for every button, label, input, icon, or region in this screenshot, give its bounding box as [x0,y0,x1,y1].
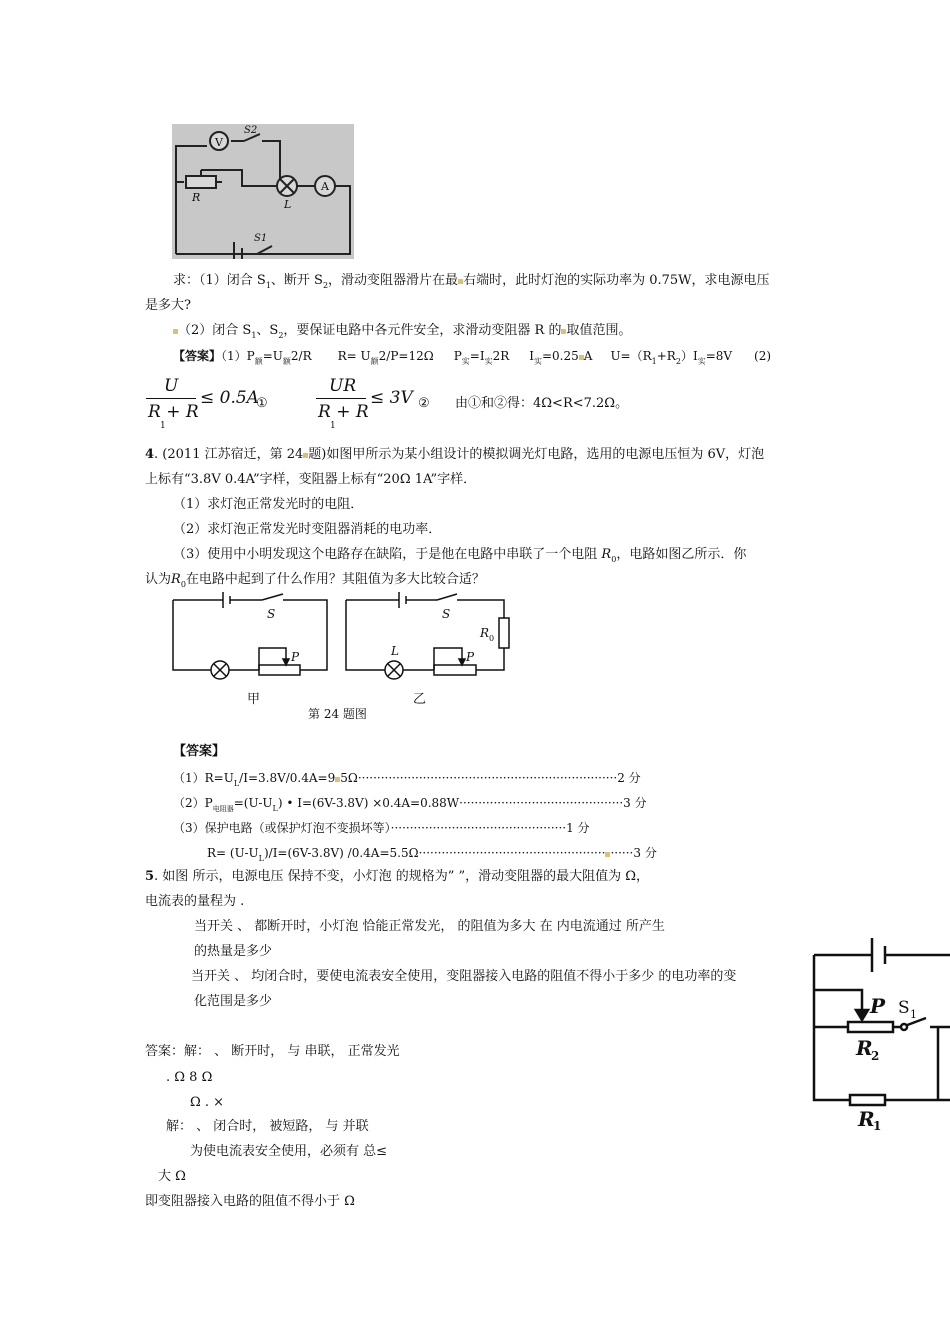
q3-frac1-bar [146,398,196,399]
q4-answer-3: （3）保护电路（或保护灯泡不变损坏等）··············································1 分 [173,821,590,835]
q3-frac1-numerator: U [164,376,179,396]
q5-subq1: 当开关 、 都断开时，小灯泡 恰能正常发光， 的阻值为多大 在 内电流通过 所产生 [194,919,665,934]
q5-fig-r1-label: R [858,1107,875,1130]
q3-answer-line: 【答案】$(1)P_额=U_额2/R$ $R= U_额2/P=12\Omega$ $P_实=I_实2R$ $I_实=0.25$ A $U=(R_1+R_2)I_实=8V$ (2) [173,349,772,366]
q5-fig-s1-sub: 1 [910,1008,917,1021]
q3-fig-s2-label: S2 [244,125,258,136]
q4-number: 4 [145,447,155,462]
q3-frac2-numerator: UR [329,376,357,396]
q4-fig-yi-p-label: P [466,650,475,664]
q4-circuit-figures [165,585,515,725]
q3-question-line1: 求：（1）闭合 $S_1$、断开 $S_2$，滑动变阻器滑片在最 右端时，此时灯泡的实际功率为 0.75W，求电源电压 [173,273,770,290]
q5-fig-r2-label: R [856,1036,873,1060]
q5-fig-s1-label: S [898,998,910,1018]
q3-frac1-denominator-sub: 1 [160,421,166,431]
q5-solution-3: Ω . × [190,1095,225,1110]
q4-answer-1: $(1)R=U_L/I=3.8V/0.4A=9$ 5Ω····································································2 分 [173,771,641,788]
q5-fig-r2-sub: 2 [871,1049,880,1063]
q5-subq2: 当开关 、 均闭合时，要使电流表安全使用，变阻器接入电路的阻值不得小于多少 的电功率的变 [191,969,737,984]
q3-answer-label: 【答案】 [173,349,222,363]
q4-answer-label: 【答案】 [173,744,226,759]
q5-solution-5: 为使电流表安全使用，必须有 总≤ [190,1144,388,1159]
q4-line1: 4. (2011 江苏宿迁，第 24 题)如图甲所示为某小组设计的模拟调光灯电路，选用的电源电压恒为 6V，灯泡 [145,447,765,462]
q4-subq1: （1）求灯泡正常发光时的电阻． [173,497,364,512]
q4-line2: 上标有“3.8V 0.4A”字样，变阻器上标有“20Ω 1A”字样． [145,472,477,487]
q4-fig-jia-p-label: P [291,650,300,664]
q3-question-line2: 是多大? [145,298,191,313]
q5-line2: 电流表的量程为 . [145,894,245,909]
q5-fig-r1-sub: 1 [873,1119,882,1130]
q3-fig-ammeter-label: A [321,180,329,193]
q4-subq3: （3）使用中小明发现这个电路存在缺陷，于是他在电路中串联了一个电阻 $R_0$，电路如图乙所示．你 [173,547,747,564]
q3-frac1-rhs: ≤ 0.5A [200,388,259,408]
q3-fig-voltmeter-label: V [215,136,223,149]
q4-fig-yi-l-label: L [391,644,399,658]
q3-frac2-denominator-sub: 1 [330,421,336,431]
q3-frac2-denominator: R + R [318,402,369,422]
q3-frac2-rhs: ≤ 3V [370,388,413,408]
q3-fig-s1-label: S1 [254,233,268,244]
q4-subq2: （2）求灯泡正常发光时变阻器消耗的电功率． [173,522,442,537]
q3-circle2: ② [418,396,430,411]
q4-fig-yi-caption: 乙 [413,692,427,707]
q5-solution-4: 解： 、 闭合时， 被短路， 与 并联 [166,1119,369,1134]
q4-subq3-cont: 认为$R_0$在电路中起到了什么作用？其阻值为多大比较合适？ [145,572,485,589]
q4-answer-4: $R= (U-U_L)/I=(6V-3.8V)$ /0.4A=5.5Ω················································· ······3 分 [207,846,657,863]
q4-fig-jia-caption: 甲 [247,692,261,707]
q5-line1: 5. 如图 所示，电源电压 保持不变，小灯泡 的规格为” ”，滑动变阻器的最大阻值为 Ω， [145,869,650,884]
q5-solution-2: . Ω 8 Ω [166,1070,213,1085]
q3-question-line3: （2）闭合 $S_1$、$S_2$，要保证电路中各元件安全，求滑动变阻器 R 的 取值范围。 [173,323,631,340]
q3-conclusion: 由①和②得：4Ω<R<7.2Ω。 [455,396,629,411]
q3-circuit-figure [172,124,354,259]
q4-fig-yi-s-label: S [442,607,451,621]
q3-fig-l-label: L [284,198,292,211]
q4-fig-yi-r0-label: R [480,626,490,640]
q5-subq2-cont: 化范围是多少 [194,994,273,1009]
q5-fig-p-label: P [870,994,886,1018]
q4-fig-caption: 第 24 题图 [308,707,367,721]
q5-solution-7: 即变阻器接入电路的阻值不得小于 Ω [145,1194,355,1209]
q5-subq1-cont: 的热量是多少 [194,944,273,959]
q5-number: 5 [145,869,155,884]
q4-fig-yi-r0-sub: 0 [489,634,495,643]
q5-solution-6: 大 Ω [158,1169,186,1184]
q5-circuit-figure [810,930,950,1130]
q3-circle1: ① [256,396,268,411]
q3-frac1-denominator: R + R [148,402,199,422]
q5-solution-1: 答案：解： 、 断开时， 与 串联， 正常发光 [145,1044,400,1059]
q4-answer-2: $(2)P_{电阻器}=(U-U_L)$ • I=(6V-3.8V) ×0.4A=0.88W···········································3 分 [173,796,647,813]
q3-fig-r-label: R [192,191,201,204]
q4-fig-jia-s-label: S [267,607,276,621]
q3-frac2-bar [316,398,366,399]
